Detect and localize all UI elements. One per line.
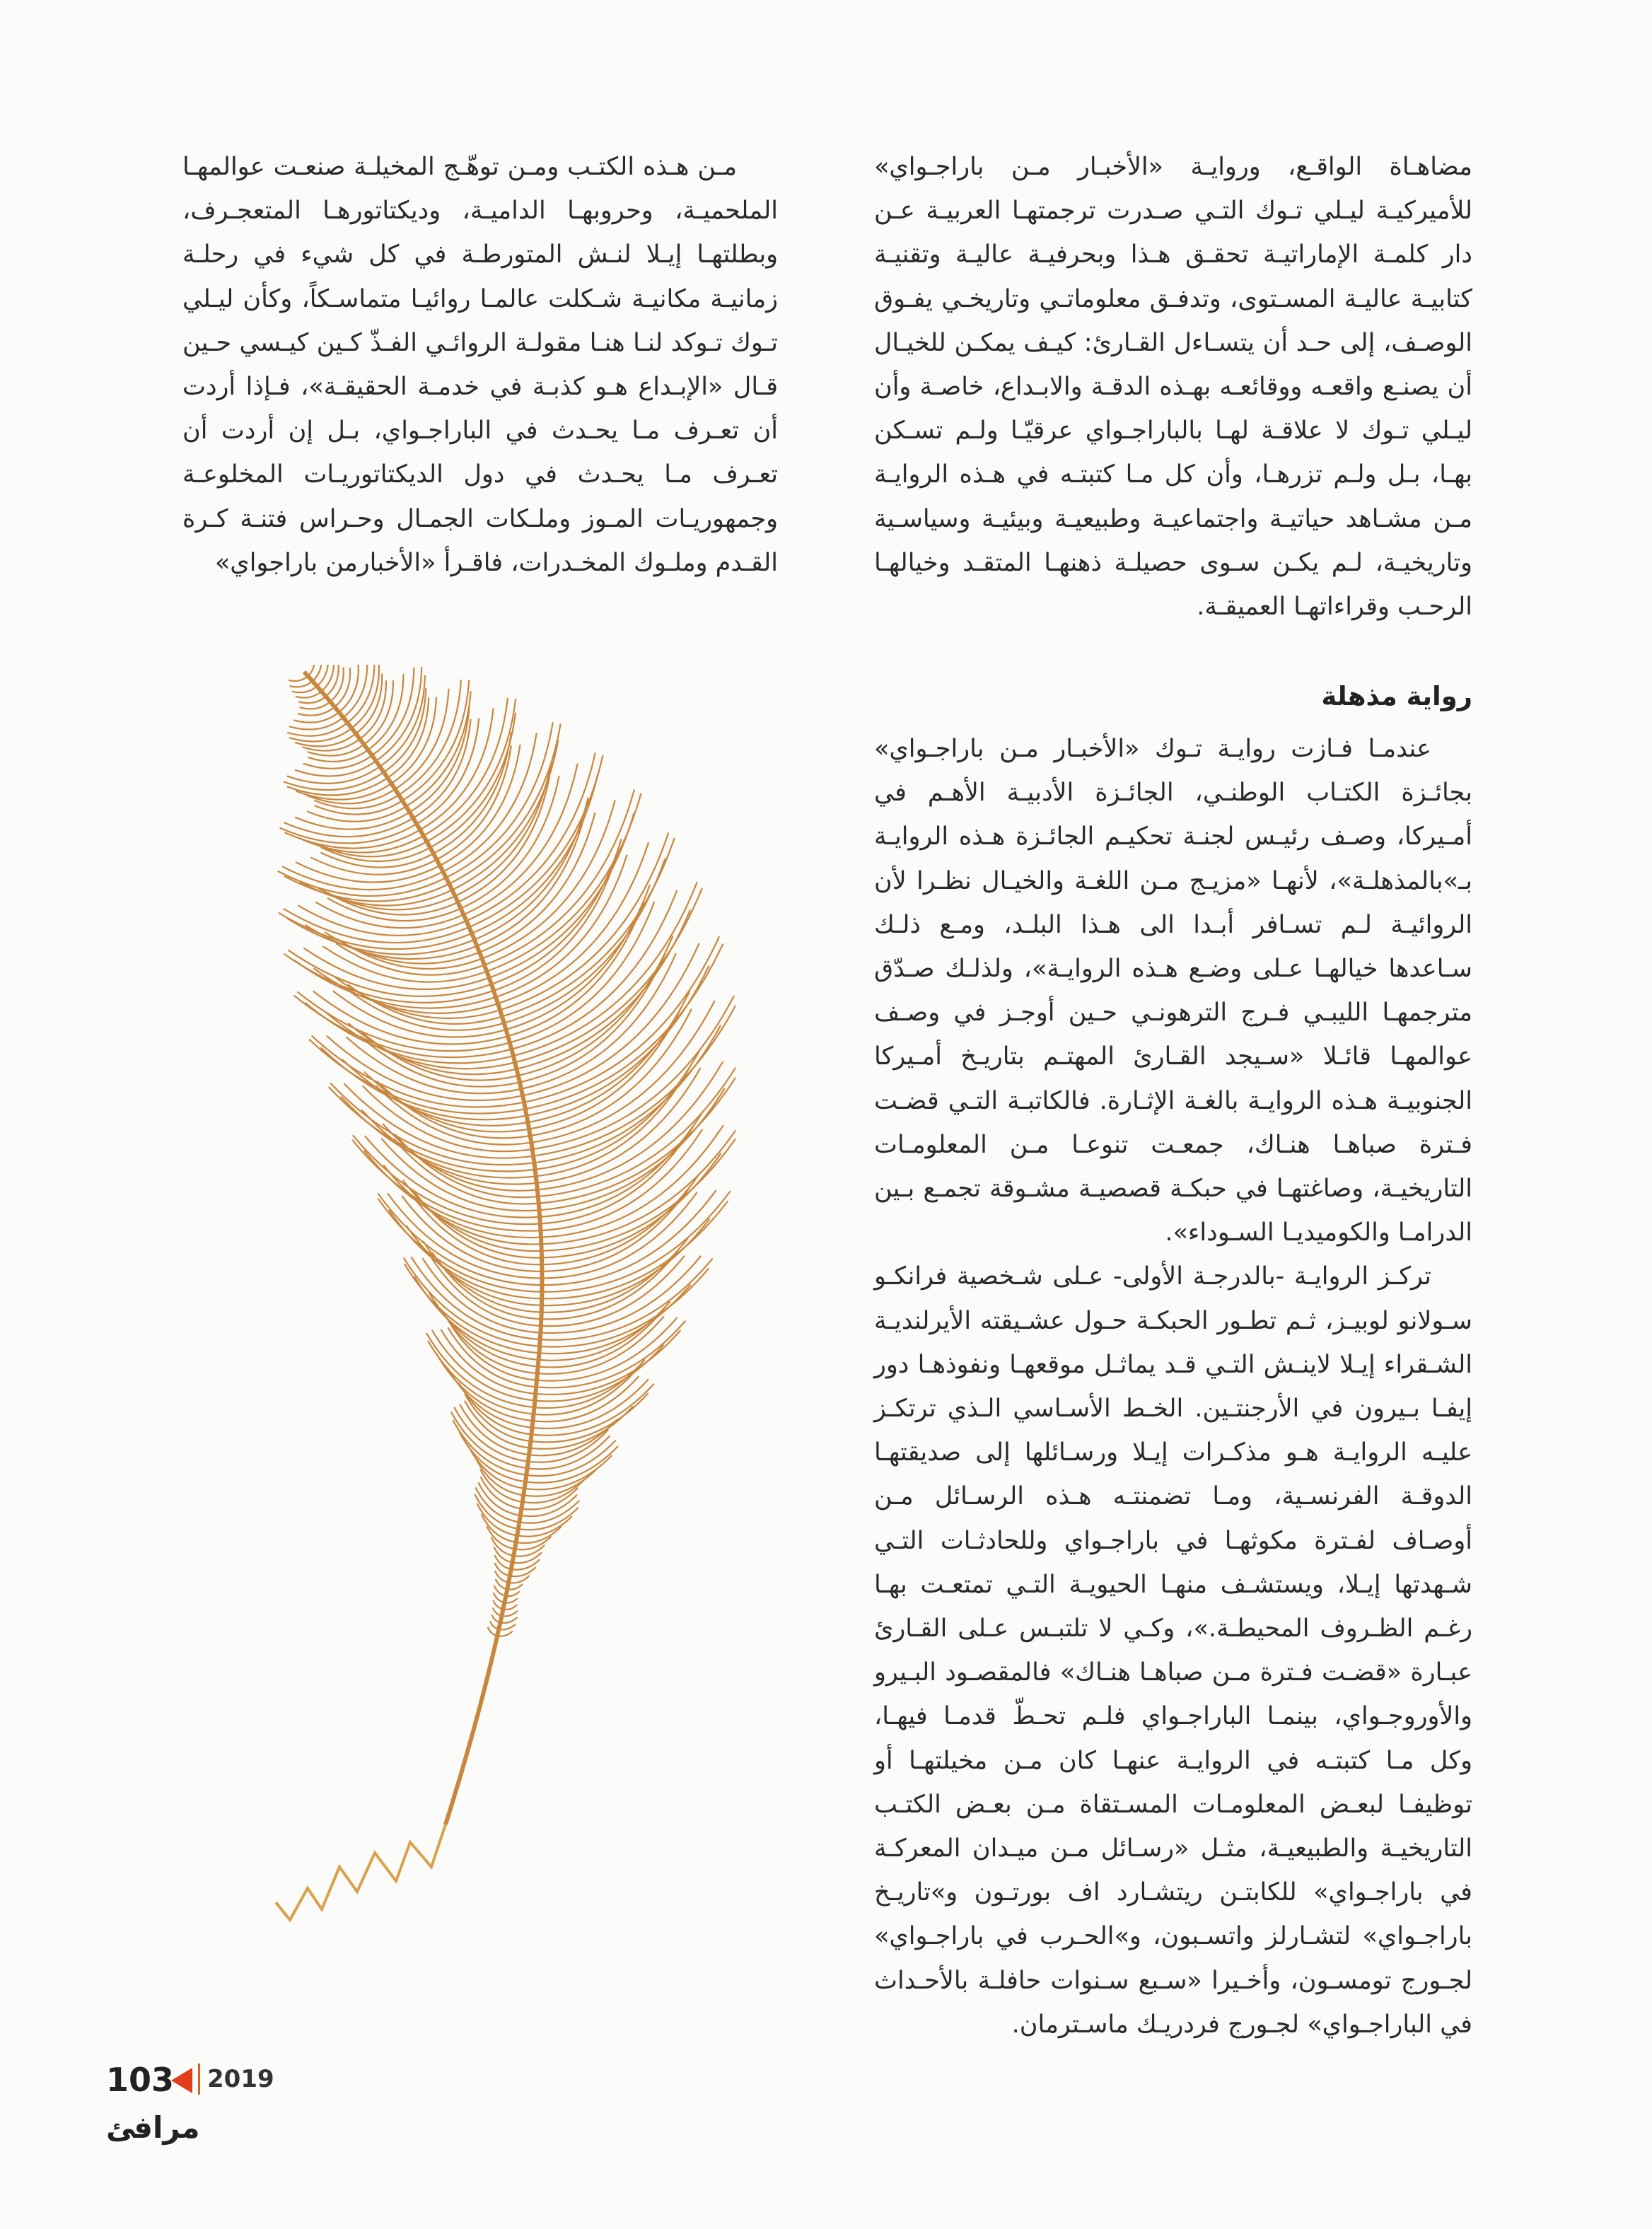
section-heading: رواية مذهلة xyxy=(1321,681,1472,711)
feather-barb xyxy=(289,676,308,681)
article-column-left-top xyxy=(182,145,778,585)
feather-barb xyxy=(310,1040,525,1113)
feather-barbs xyxy=(278,665,735,1636)
feather-barb xyxy=(520,953,665,1082)
feather-barb xyxy=(533,1004,735,1156)
page-number: 103 xyxy=(106,2061,175,2099)
feather-barb xyxy=(378,1194,542,1285)
feather-barb xyxy=(296,862,440,882)
feather-barb xyxy=(376,1086,531,1145)
feather-barb xyxy=(351,665,379,728)
feather-barb xyxy=(364,681,393,745)
feather-barb xyxy=(519,1501,578,1523)
feather-quill xyxy=(276,1824,446,1920)
feather-barb xyxy=(290,681,313,687)
issue-year: 2019 xyxy=(207,2065,274,2093)
play-arrow-icon xyxy=(171,2068,192,2093)
feather-barb xyxy=(348,985,502,1024)
feather-barb xyxy=(520,1495,577,1516)
feather-barb xyxy=(290,718,343,730)
feather-icon xyxy=(198,665,735,1938)
paragraph: مـن هـذه الكتـب ومـن توهّـج المخيلـة صنعـت عوالمهـا الملحميـة، وحروبهـا الداميـة، وديكتاتورهـا المتعجـرف، وبطلتهـا إيـلا لنـش المتورطـة في كل شيء في رحلـة زمانيـة مكانيـة شـكلت عالمـا روائيـا متماسـكاً، وكأن ليـلي تـوك تـوكد لنـا هنـا مقولـة الروائـي الفـذّ كـين كيـسي حـين قـال «الإبـداع هـو كذبـة في خدمـة الحقيقـة»، فـإذا أردت أن تعـرف مـا يحـدث في الباراجـواي، بـل إن أردت أن تعـرف مـا يحـدث في دول الديكتاتوريـات المخلوعـة وجمهوريـات المـوز وملـكات الجمـال وحـراس فتنـة كـرة القـدم وملـوك المخـدرات، فاقـرأ «الأخبارمن باراجواي» xyxy=(182,153,778,577)
paragraph: مضاهـاة الواقـع، وروايـة «الأخبـار مـن باراجـواي» للأميركيـة ليـلي تـوك التـي صـدرت ترجمتهـا العربيـة عـن دار كلمـة الإماراتيـة تحقـق هـذا وبحرفيـة عاليـة وتقنيـة كتابيـة عاليـة المسـتوى، وتدفـق معلوماتـي وتاريخـي يفـوق الوصـف، إلى حـد أن يتسـاءل القـارئ: كيـف يمكـن للخيـال أن يصنـع واقعـه ووقائعـه بهـذه الدقـة والابـداع، خاصـة وأن ليـلي تـوك لا علاقـة لهـا بالباراجـواي عرقيّـا ولـم تسـكن بهـا، بـل ولـم تزرهـا، وأن كل مـا كتبتـه في هـذه الروايـة مـن مشـاهد حياتيـة واجتماعيـة وطبيعيـة وبيئيـة وسياسـية وتاريخيـة، لـم يكـن سـوى حصيلـة ذهنهـا المتقـد وخيالهـا الرحـب وقراءاتهـا العميقـة. xyxy=(874,153,1472,622)
feather-barb xyxy=(298,906,466,936)
feather-barb xyxy=(317,665,328,686)
paragraph: تركـز الروايـة -بالدرجـة الأولى- عـلى شـخصية فرانكـو سـولانو لوبيـز، ثـم تطـور الحبكـة حـول عشـيقته الأيرلنديـة الشـقراء إيـلا لاينـش التـي قـد يماثـل موقعهـا ونفوذهـا دور إيفـا بـيرون في الأرجنتـين. الخـط الأسـاسي الـذي ترتكـز عليـه الروايـة هـو مذكـرات إيـلا ورسـائلها إلى صديقتهـا الدوقـة الفرنسـية، ومـا تضمنتـه هـذه الرسـائل مـن أوصـاف لفـترة مكوثهـا في باراجـواي وللحادثـات التـي شـهدتها إيـلا، ويستشـف منهـا الحيويـة التـي تمتعـت بهـا رغـم الظـروف المحيطـة.»، وكـي لا تلتبـس عـلى القـارئ عبـارة «قضـت فـترة مـن صباهـا هنـاك» فالمقصـود البـيرو والأوروجـواي، بينمـا الباراجـواي فلـم تحـطّ قدمـا فيهـا، وكل مـا كتبتـه في الروايـة عنهـا كان مـن مخيلتهـا أو توظيفـا لبعـض المعلومـات المسـتقاة مـن بعـض الكتـب التاريخيـة والطبيعيـة، مثـل «رسـائل مـن ميـدان المعركـة في باراجـواي» للكابتـن ريتشـارد اف بورتـون و»تاريـخ باراجـواي» لتشـارلز واتسـبون، و»الحـرب في باراجـواي» لجـورج تومسـون، وأخـيرا «سـبع سـنوات حافلـة بالأحـداث في الباراجـواي» لجـورج فردريـك ماسـترمان. xyxy=(874,1262,1472,2039)
feather-barb xyxy=(335,668,350,707)
feather-barb xyxy=(527,966,709,1116)
feather-barb xyxy=(540,1259,712,1339)
feather-barb xyxy=(329,894,458,915)
magazine-name: مرافئ xyxy=(106,2110,200,2145)
article-column-right-main xyxy=(874,727,1472,2047)
feather-barb xyxy=(312,842,426,856)
feather-barb xyxy=(306,1003,513,1063)
feather-barb xyxy=(464,764,578,915)
feather-barb xyxy=(482,801,615,958)
feather-barb xyxy=(523,1467,598,1496)
footer-divider xyxy=(198,2064,200,2095)
feather-barb xyxy=(308,789,395,803)
article-column-right-top xyxy=(874,145,1472,629)
feather-barb xyxy=(443,733,536,871)
feather-barb xyxy=(542,1191,716,1285)
feather-barb xyxy=(525,1455,612,1489)
paragraph: عندمـا فـازت روايـة تـوك «الأخبـار مـن باراجـواي» بجائـزة الكتـاب الوطنـي، الجائـزة الأدبيـة الأهـم في أمـيركا، وصـف رئيـس لجنـة تحكيـم الجائـزة هـذه الروايـة بـ»بالمذهلـة»، لأنهـا «مزيـج مـن اللغـة والخيـال نظـرا لأن الروائيـة لـم تسـافر أبـدا الى هـذا البلـد، ومـع ذلـك سـاعدها خيالهـا عـلى وضـع هـذه الروايـة»، ولذلـك صـدّق مترجمهـا الليبـي فـرج الترهونـي حـين أوجـز في وصـف عوالمهـا قائـلا «سـيجد القـارئ المهتـم بتاريـخ أمـيركا الجنوبيـة هـذه الروايـة بالغـة الإثـارة. فالكاتبـة التـي قضـت فـترة صباهـا هنـاك، جمعـت تنوعـا مـن المعلومـات التاريخيـة، وصاغتهـا في حبكـة قصصيـة مشـوقة تجمـع بـين الدرامـا والكوميديـا السـوداء». xyxy=(874,735,1472,1247)
